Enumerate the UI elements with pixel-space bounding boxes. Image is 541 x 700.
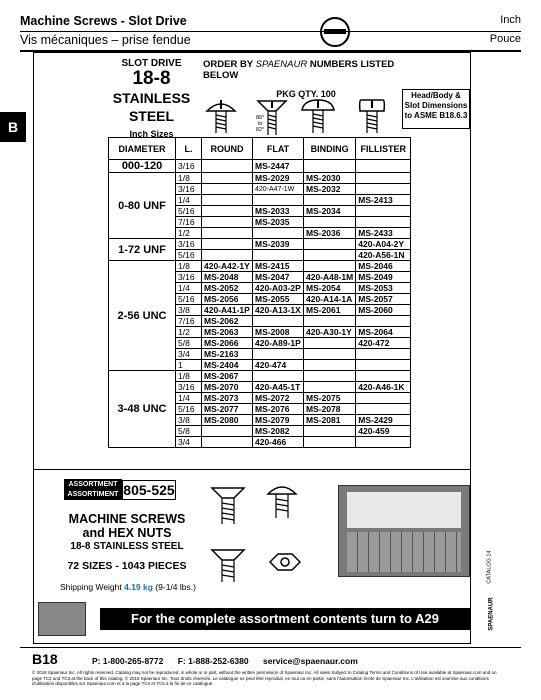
flat-part-number: MS-2082 (253, 426, 304, 437)
round-part-number: 420-A41-1P (202, 305, 253, 316)
length-cell: 1/2 (176, 327, 202, 338)
round-head-screw-icon (205, 97, 237, 135)
fillister-part-number: 420-459 (356, 426, 411, 437)
length-cell: 5/16 (176, 206, 202, 217)
unit-label-french: Pouce (489, 33, 521, 45)
assortment-heading: MACHINE SCREWS and HEX NUTS (68, 512, 186, 540)
size-system: Inch Sizes (129, 129, 174, 139)
assortment-divider (34, 469, 471, 470)
round-part-number: MS-2073 (202, 393, 253, 404)
fillister-part-number (356, 184, 411, 195)
table-row (109, 173, 411, 184)
binding-part-number (304, 437, 356, 448)
package-quantity: PKG QTY. 100 (276, 89, 336, 99)
unit-label: Inch (500, 14, 521, 26)
flat-part-number: MS-2076 (253, 404, 304, 415)
flat-part-number (253, 349, 304, 360)
length-cell: 1/4 (176, 195, 202, 206)
round-part-number (202, 250, 253, 261)
fax-number: F: 1-888-252-6380 (177, 656, 249, 666)
binding-part-number (304, 195, 356, 206)
binding-part-number (304, 160, 356, 173)
header-english (20, 14, 521, 30)
column-header: DIAMETER (109, 138, 176, 160)
flat-part-number: 420-466 (253, 437, 304, 448)
column-header: FLAT (253, 138, 304, 160)
diameter-cell: 2-56 UNC (109, 261, 176, 371)
length-cell: 3/16 (176, 272, 202, 283)
assortment-kit-thumbnail (38, 602, 86, 636)
flat-part-number: 420-474 (253, 360, 304, 371)
slot-drive-icon (320, 17, 350, 47)
column-header: BINDING (304, 138, 356, 160)
round-part-number (202, 195, 253, 206)
legal-notice: © 2018 Spaenaur Inc. All rights reserved. Catalog may not be reproduced, in whole or in part, without the written permission of Spaenaur Inc. All sales Subject to Catalog Terms and Conditions of Use available at Spaenaur.com and on page TC2 and TC3 at the back of this catalog. © 2018 Spaenaur Inc. Tous droits réservés. Le catalogue ne peut être reproduit, en tout ou en partie, sans l'autorisation écrite de Spaenaur Inc. L'utilisation est soumise aux conditions d'utilisation disponibles sur Spaenaur.com et à la page TC4 et TC5 à la fin de ce catalogue. (32, 670, 497, 686)
binding-part-number (304, 261, 356, 272)
length-cell: 1/4 (176, 393, 202, 404)
length-cell: 1/4 (176, 283, 202, 294)
round-part-number: MS-2062 (202, 316, 253, 327)
fillister-part-number (356, 206, 411, 217)
length-cell: 3/16 (176, 382, 202, 393)
flat-part-number: 420-A45-1T (253, 382, 304, 393)
fillister-part-number: MS-2064 (356, 327, 411, 338)
fillister-part-number (356, 316, 411, 327)
material-name-2: STEEL (128, 108, 175, 124)
flat-part-number: MS-2033 (253, 206, 304, 217)
length-cell: 5/8 (176, 426, 202, 437)
round-part-number (202, 437, 253, 448)
round-part-number: MS-2056 (202, 294, 253, 305)
drive-type: SLOT DRIVE (121, 58, 182, 69)
flat-part-number: MS-2072 (253, 393, 304, 404)
round-part-number: MS-2066 (202, 338, 253, 349)
binding-part-number: MS-2054 (304, 283, 356, 294)
length-cell: 5/16 (176, 404, 202, 415)
fillister-part-number: 420-A04-2Y (356, 239, 411, 250)
fillister-part-number (356, 404, 411, 415)
binding-part-number: MS-2078 (304, 404, 356, 415)
round-part-number (202, 160, 253, 173)
binding-part-number: 420-A30-1Y (304, 327, 356, 338)
assortment-material: 18-8 STAINLESS STEEL (70, 541, 184, 552)
material-name: STAINLESS (112, 90, 191, 106)
brand-logo: SPAENAUR (488, 597, 495, 631)
binding-part-number: MS-2075 (304, 393, 356, 404)
column-header: L. (176, 138, 202, 160)
length-cell: 3/8 (176, 305, 202, 316)
diameter-cell: 0-80 UNF (109, 173, 176, 239)
assortment-label-french: ASSORTIMENT (64, 489, 122, 500)
binding-part-number (304, 426, 356, 437)
diameter-cell: 3-48 UNC (109, 371, 176, 448)
diameter-cell: 000-120 (109, 160, 176, 173)
flat-part-number (253, 228, 304, 239)
flat-part-number: MS-2415 (253, 261, 304, 272)
fillister-part-number (356, 349, 411, 360)
binding-part-number: 420-A14-1A (304, 294, 356, 305)
binding-part-number: MS-2061 (304, 305, 356, 316)
fillister-part-number (356, 160, 411, 173)
flat-part-number: MS-2079 (253, 415, 304, 426)
flat-part-number: MS-2035 (253, 217, 304, 228)
round-part-number: MS-2070 (202, 382, 253, 393)
part-number-table (108, 137, 411, 448)
dimensions-note: Head/Body & Slot Dimensions to ASME B18.6.3 (402, 89, 470, 129)
flat-part-number: MS-2047 (253, 272, 304, 283)
binding-part-number (304, 316, 356, 327)
fillister-part-number: 420-A46-1K (356, 382, 411, 393)
fillister-part-number: MS-2057 (356, 294, 411, 305)
length-cell: 7/16 (176, 316, 202, 327)
fillister-part-number: MS-2060 (356, 305, 411, 316)
fillister-part-number (356, 360, 411, 371)
round-part-number: 420-A42-1Y (202, 261, 253, 272)
round-part-number (202, 173, 253, 184)
fillister-head-screw-icon (356, 97, 388, 135)
fillister-part-number (356, 371, 411, 382)
assortment-screws-icon (208, 478, 328, 588)
header-divider (20, 31, 521, 32)
flat-part-number: 420-A03-2P (253, 283, 304, 294)
round-part-number: MS-2063 (202, 327, 253, 338)
catalog-edition: CATALOG 14 (486, 550, 493, 584)
contact-info (92, 656, 370, 666)
section-tab: B (0, 112, 26, 142)
length-cell: 5/16 (176, 294, 202, 305)
flat-part-number: MS-2055 (253, 294, 304, 305)
round-part-number: MS-2052 (202, 283, 253, 294)
binding-part-number: MS-2036 (304, 228, 356, 239)
length-cell: 3/4 (176, 349, 202, 360)
length-cell: 5/16 (176, 250, 202, 261)
binding-part-number (304, 371, 356, 382)
assortment-number: 805-525 (123, 482, 175, 498)
assortment-reference-banner: For the complete assortment contents turn to A29 (100, 608, 470, 630)
shipping-weight: Shipping Weight 4.19 kg (9-1/4 lbs.) (60, 582, 196, 592)
fillister-part-number: MS-2433 (356, 228, 411, 239)
flat-part-number (253, 250, 304, 261)
fillister-part-number (356, 173, 411, 184)
email-link[interactable]: service@spaenaur.com (263, 656, 358, 666)
fillister-part-number: MS-2053 (356, 283, 411, 294)
table-header-row (109, 138, 411, 160)
flat-part-number: MS-2029 (253, 173, 304, 184)
length-cell: 1/8 (176, 261, 202, 272)
flat-part-number (253, 316, 304, 327)
binding-part-number: MS-2081 (304, 415, 356, 426)
binding-part-number: 420-A48-1M (304, 272, 356, 283)
table-row (109, 160, 411, 173)
binding-part-number (304, 382, 356, 393)
page-title-french: Vis mécaniques – prise fendue (20, 33, 191, 47)
length-cell: 3/4 (176, 437, 202, 448)
length-cell: 1/8 (176, 371, 202, 382)
length-cell: 7/16 (176, 217, 202, 228)
order-instruction: ORDER BY SPAENAUR NUMBERS LISTED BELOW (203, 59, 395, 81)
binding-part-number (304, 217, 356, 228)
round-part-number: MS-2077 (202, 404, 253, 415)
fillister-part-number: MS-2413 (356, 195, 411, 206)
length-cell: 3/16 (176, 184, 202, 195)
round-part-number: MS-2067 (202, 371, 253, 382)
length-cell: 5/8 (176, 338, 202, 349)
binding-part-number: MS-2032 (304, 184, 356, 195)
round-part-number (202, 228, 253, 239)
binding-part-number: MS-2030 (304, 173, 356, 184)
table-row (109, 371, 411, 382)
fillister-part-number (356, 217, 411, 228)
assortment-kit-image (338, 485, 470, 577)
table-row (109, 261, 411, 272)
binding-part-number (304, 349, 356, 360)
fillister-part-number (356, 393, 411, 404)
product-title-block (108, 55, 195, 142)
fillister-part-number: MS-2429 (356, 415, 411, 426)
round-part-number (202, 184, 253, 195)
round-part-number: MS-2080 (202, 415, 253, 426)
assortment-label: ASSORTMENT (64, 479, 122, 490)
flat-part-number: 420-A89-1P (253, 338, 304, 349)
fillister-part-number: 420-472 (356, 338, 411, 349)
table-row (109, 239, 411, 250)
binding-part-number (304, 338, 356, 349)
diameter-cell: 1-72 UNF (109, 239, 176, 261)
binding-part-number (304, 250, 356, 261)
fillister-part-number: MS-2049 (356, 272, 411, 283)
binding-head-screw-icon (300, 97, 336, 135)
binding-part-number: MS-2034 (304, 206, 356, 217)
length-cell: 3/8 (176, 415, 202, 426)
fillister-part-number: MS-2046 (356, 261, 411, 272)
page-title: Machine Screws - Slot Drive (20, 14, 187, 28)
length-cell: 1/2 (176, 228, 202, 239)
round-part-number (202, 426, 253, 437)
flat-part-number: MS-2447 (253, 160, 304, 173)
round-part-number (202, 239, 253, 250)
round-part-number: MS-2048 (202, 272, 253, 283)
flat-part-number (253, 371, 304, 382)
flat-part-number: 420-A47-1W (253, 184, 304, 195)
column-header: FILLISTER (356, 138, 411, 160)
flat-part-number: MS-2039 (253, 239, 304, 250)
length-cell: 1 (176, 360, 202, 371)
length-cell: 1/8 (176, 173, 202, 184)
material-grade: 18-8 (132, 68, 171, 89)
binding-part-number (304, 239, 356, 250)
page-number: B18 (32, 651, 58, 667)
round-part-number (202, 206, 253, 217)
fillister-part-number: 420-A56-1N (356, 250, 411, 261)
round-part-number: MS-2404 (202, 360, 253, 371)
fillister-part-number (356, 437, 411, 448)
round-part-number: MS-2163 (202, 349, 253, 360)
header-french (20, 33, 521, 49)
flat-angle-label: 80° to 82° (256, 115, 265, 133)
flat-part-number: MS-2008 (253, 327, 304, 338)
assortment-sizes: 72 SIZES - 1043 PIECES (67, 560, 187, 572)
column-header: ROUND (202, 138, 253, 160)
round-part-number (202, 217, 253, 228)
length-cell: 3/16 (176, 160, 202, 173)
flat-part-number: 420-A13-1X (253, 305, 304, 316)
phone-number: P: 1-800-265-8772 (92, 656, 164, 666)
footer-divider (20, 647, 521, 648)
length-cell: 3/16 (176, 239, 202, 250)
binding-part-number (304, 360, 356, 371)
flat-part-number (253, 195, 304, 206)
